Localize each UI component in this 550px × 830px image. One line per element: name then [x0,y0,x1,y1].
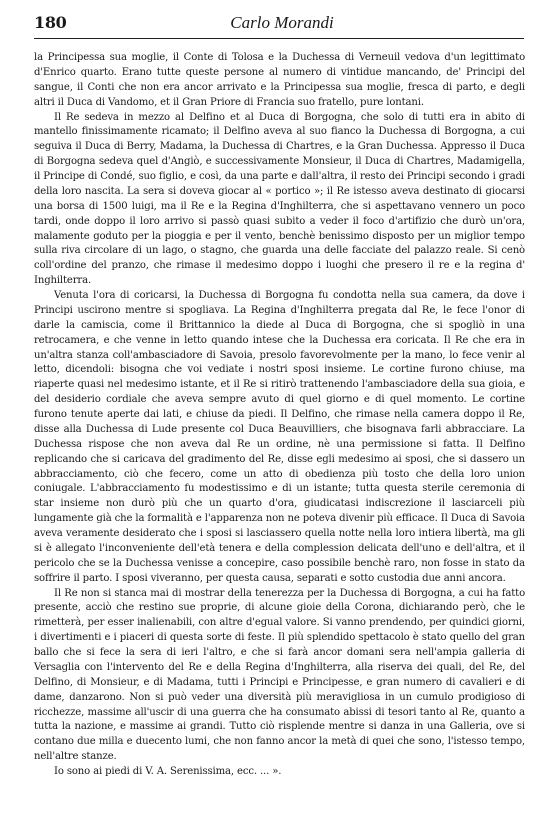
running-title: Carlo Morandi [230,13,334,32]
paragraph-3: Venuta l'ora di coricarsi, la Duchessa di Borgogna fu condotta nella sua camera, da dove i Principi uscirono mentre si spogliava. La Regina d'Inghilterra pregata dal Re, le fece l'onor di darle la camiscia, come il Brittannico la diede al Duca di Borgogna, che si spogliò in una retrocamera, e che venne in letto quando intese che la Duchessa era coricata. Il Re che era in un'altra stanza coll'ambasciadore di Savoia, presolo favorevolmente per la mano, lo fece venir al letto, dicendoli: bisogna che voi vediate i nostri sposi insieme. Le cortine furono chiuse, ma riaperte quasi nel medesimo istante, et il Re si ritirò trattenendo l'ambasciadore della sua gioia, e del desiderio cordiale che aveva sempre avuto di quel giorno e di quel momento. Le cortine furono tenute aperte dai lati, e chiuse da piedi. Il Delfino, che rimase nella camera doppo il Re, disse alla Duchessa di Lude presente col Duca Beauvilliers, che bisognava farli abbracciare. La Duchessa rispose che non aveva dal Re un ordine, nè una permissione si fatta. Il Delfino replicando che si caricava del gradimento del Re, disse egli medesimo ai sposi, che si dassero un abbracciamento, ciò che fecero, come un atto di obedienza più tosto che della loro union coniugale. L'abbracciamento fu modestissimo e di un istante; tutta questa sterile ceremonia di star insieme non durò più che un quarto d'ora, giudicatasi indiscrezione il lasciarceli più lungamente già che la formalità e l'apparenza non ne poteva divenir più efficace. Il Duca di Savoia aveva veramente desiderato che i sposi si lasciassero quella notte nella loro intiera libertà, ma gli si è allegato l'inconveniente dell'età tenera e della complession delicata dell'uno e dell'altra, et il pericolo che se la Duchessa venisse a concepire, caso possibile benchè raro, non fosse in stato da soffrire il parto. I sposi viveranno, per questa causa, separati e sotto custodia due anni ancora. [34,290,525,584]
paragraph-1: la Principessa sua moglie, il Conte di Tolosa e la Duchessa di Verneuil vedova d'un legittimato d'Enrico quarto. Erano tutte queste persone al numero di vintidue mancando, de' Principi del sangue, il Conti che non era ancor arrivato e la Principessa sua moglie, fresca di parto, e degli altri il Duca di Vandomo, et il Gran Priore di Francia suo fratello, pure lontani. [34,52,525,108]
paragraph-5: Io sono ai piedi di V. A. Serenissima, ecc. ... ». [54,766,282,777]
body-text [34,51,525,780]
paragraph-2: Il Re sedeva in mezzo al Delfino et al Duca di Borgogna, che solo di tutti era in abito di mantello finissimamente ricamato; il Delfino aveva al suo fianco la Duchessa di Borgogna, a cui seguiva il Duca di Berry, Madama, la Duchessa di Chartres, e la Gran Duchessa. Appresso il Duca di Borgogna sedeva quel d'Angiò, e successivamente Monsieur, il Duca di Chartres, Madamigella, il Principe di Condé, suo figlio, e così, da una parte e dall'altra, il resto dei Principi secondo i gradi della loro nascita. La sera si doveva giocar al « portico »; il Re istesso aveva destinato di giocarsi una borsa di 1500 luigi, ma il Re e la Regina d'Inghilterra, che si aspettavano vennero un poco tardi, onde doppo il loro arrivo si passò quasi subito a veder il foco d'artifizio che durò un'ora, malamente goduto per la pioggia e per il vento, benchè benissimo disposto per un miglior tempo sulla riva circolare di un lago, o stagno, che guarda una delle facciate del palazzo reale. Si cenò coll'ordine del pranzo, che rimase il medesimo doppo i luoghi che presero il re e la regina d' Inghilterra. [34,111,525,287]
header-rule [34,38,524,39]
paragraph-4: Il Re non si stanca mai di mostrar della tenerezza per la Duchessa di Borgogna, a cui ha fatto presente, acciò che restino sue proprie, di alcune gioie della Corona, dichiarando però, che le rimetterà, per esser inalienabili, con altre d'egual valore. Si vanno prendendo, per quindici giorni, i divertimenti e i piaceri di questa sorte di feste. Il più splendido spettacolo è stato quello del gran ballo che si fece la sera di ieri l'altro, e che si farà ancor domani sera nell'ampia galleria di Versaglia con l'intervento del Re e della Regina d'Inghilterra, alla riserva dei quali, del Re, del Delfino, di Monsieur, e di Madama, tutti i Principi e Principesse, e gran numero di cavalieri e di dame, danzarono. Non si può veder una diversità più meravigliosa in un cumulo prodigioso di ricchezze, massime all'uscir di una guerra che ha consumato abissi di tesori tanto al Re, quanto a tutta la nazione, e massime ai grandi. Tutto ciò risplende mentre si danza in una Galleria, ove si contano due milla e duecento lumi, che non fanno ancor la metà di quei che sono, l'istesso tempo, nell'altre stanze. [34,587,525,763]
page-number: 180 [34,13,67,32]
page-header [34,13,530,35]
